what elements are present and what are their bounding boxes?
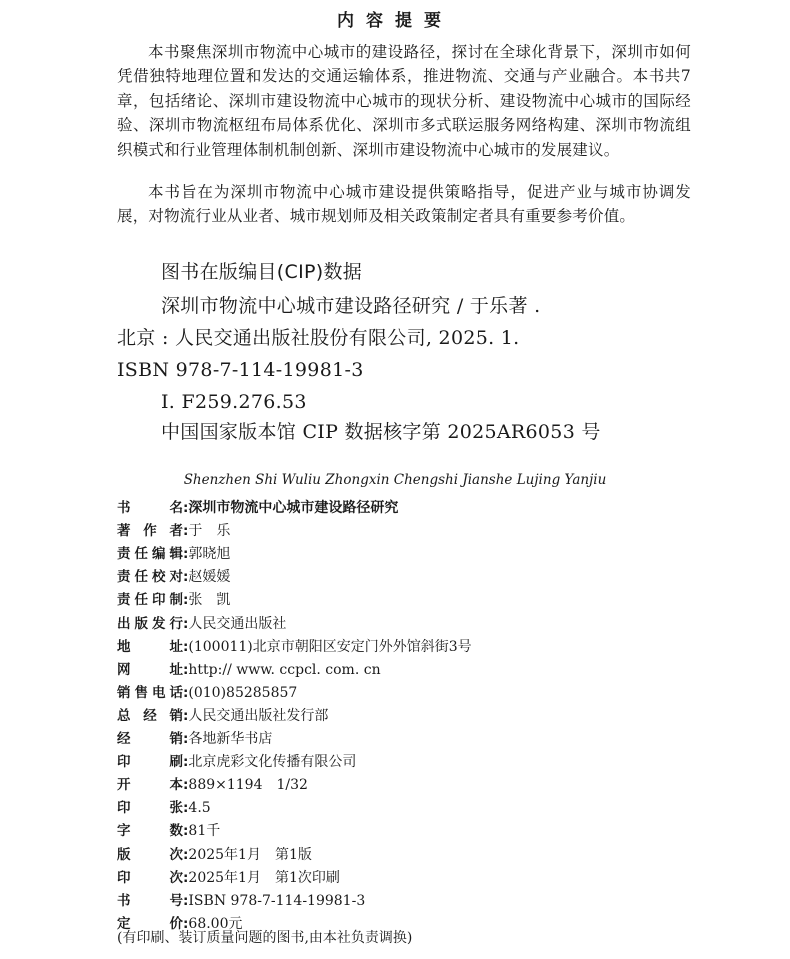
colophon-colon: : xyxy=(183,546,189,563)
colophon-label: 责任编辑 xyxy=(117,546,183,563)
colophon-row xyxy=(117,820,220,843)
colophon-row xyxy=(117,497,398,520)
colophon-value: 68.00元 xyxy=(188,915,243,932)
colophon-value: 2025年1月 第1次印刷 xyxy=(188,869,340,886)
colophon-value: 赵媛媛 xyxy=(188,569,231,586)
colophon-row xyxy=(117,543,230,566)
colophon-colon: : xyxy=(183,661,189,678)
colophon-label: 字数 xyxy=(117,823,183,840)
cip-classification-line: Ⅰ. F259.276.53 xyxy=(161,391,307,413)
colophon-colon: : xyxy=(183,592,189,609)
colophon-colon: : xyxy=(183,731,189,747)
colophon-value: 北京虎彩文化传播有限公司 xyxy=(188,754,357,771)
colophon-label: 出版发行 xyxy=(117,615,183,632)
colophon-colon: : xyxy=(183,823,189,840)
cip-heading: 图书在版编目(CIP)数据 xyxy=(161,261,363,283)
colophon-row xyxy=(117,774,308,797)
colophon-row xyxy=(117,566,230,589)
colophon-colon: : xyxy=(183,915,189,932)
quality-notice: (有印刷、装订质量问题的图书,由本社负责调换) xyxy=(117,930,413,946)
colophon-colon: : xyxy=(183,892,189,909)
colophon-row xyxy=(117,890,365,913)
colophon-colon: : xyxy=(183,569,189,586)
colophon-colon: : xyxy=(183,638,189,655)
colophon-value: ISBN 978-7-114-19981-3 xyxy=(188,892,366,909)
colophon-label: 印次 xyxy=(117,869,183,886)
colophon-row xyxy=(117,682,297,705)
cip-isbn-line: ISBN 978-7-114-19981-3 xyxy=(117,359,364,381)
colophon-colon: : xyxy=(183,869,189,886)
colophon-row xyxy=(117,797,211,820)
colophon-row xyxy=(117,520,230,543)
colophon-label: 开本 xyxy=(117,777,183,794)
colophon-value: 张 凯 xyxy=(188,592,231,609)
colophon-label: 责任校对 xyxy=(117,569,183,586)
colophon-label: 印张 xyxy=(117,800,183,817)
colophon-row xyxy=(117,613,286,636)
colophon-label: 销售电话 xyxy=(117,684,183,701)
colophon-value: (010)85285857 xyxy=(188,684,298,701)
colophon-value: (100011)北京市朝阳区安定门外外馆斜街3号 xyxy=(188,638,472,655)
colophon-row xyxy=(117,659,381,682)
colophon-value: 人民交通出版社发行部 xyxy=(188,707,329,724)
colophon-colon: : xyxy=(183,777,189,794)
colophon-row xyxy=(117,728,272,751)
colophon-row xyxy=(117,844,312,867)
colophon-row xyxy=(117,751,356,774)
colophon-value: 各地新华书店 xyxy=(188,731,273,747)
colophon-label: 书号 xyxy=(117,892,183,909)
summary-paragraph-2: 本书旨在为深圳市物流中心城市建设提供策略指导，促进产业与城市协调发展，对物流行业从业者、城市规划师及相关政策制定者具有重要参考价值。 xyxy=(117,183,691,226)
colophon-row xyxy=(117,705,328,728)
cip-record-line: 中国国家版本馆 CIP 数据核字第 2025AR6053 号 xyxy=(161,421,601,443)
colophon-colon: : xyxy=(183,500,189,516)
colophon-row xyxy=(117,636,472,659)
colophon-colon: : xyxy=(183,684,189,701)
colophon-row xyxy=(117,589,230,612)
colophon-value: 深圳市物流中心城市建设路径研究 xyxy=(188,500,399,516)
colophon-label: 定价 xyxy=(117,915,183,932)
colophon-colon: : xyxy=(183,707,189,724)
colophon-value: 4.5 xyxy=(188,800,211,817)
colophon-colon: : xyxy=(183,846,189,863)
summary-paragraph-1: 本书聚焦深圳市物流中心城市的建设路径，探讨在全球化背景下，深圳市如何凭借独特地理位置和发达的交通运输体系，推进物流、交通与产业融合。本书共7章，包括绪论、深圳市建设物流中心城市的现状分析、建设物流中心城市的国际经验、深圳市物流枢纽布局体系优化、深圳市多式联运服务网络构建、深圳市物流组织模式和行业管理体制机制创新、深圳市建设物流中心城市的发展建议。 xyxy=(117,43,691,159)
pinyin-title: Shenzhen Shi Wuliu Zhongxin Chengshi Jianshe Lujing Yanjiu xyxy=(183,472,607,488)
cip-publisher-line: 北京 : 人民交通出版社股份有限公司, 2025. 1. xyxy=(117,327,520,349)
colophon-value: 81千 xyxy=(188,823,221,840)
colophon-label: 经销 xyxy=(117,731,183,747)
colophon-label: 责任印制 xyxy=(117,592,183,609)
colophon-label: 版次 xyxy=(117,846,183,863)
colophon-label: 地址 xyxy=(117,638,183,655)
colophon-label: 网址 xyxy=(117,661,183,678)
colophon-value: 郭晓旭 xyxy=(188,546,231,563)
colophon-value: http:// www. ccpcl. com. cn xyxy=(188,661,381,678)
summary-title: 内容提要 xyxy=(337,11,453,31)
colophon-row xyxy=(117,867,340,890)
colophon-label: 书名 xyxy=(117,500,183,516)
colophon-label: 著作者 xyxy=(117,523,183,540)
colophon-label: 印刷 xyxy=(117,754,183,771)
colophon-colon: : xyxy=(183,800,189,817)
colophon-value: 889×1194 1/32 xyxy=(188,777,308,794)
colophon-colon: : xyxy=(183,523,189,540)
colophon-label: 总经销 xyxy=(117,707,183,724)
colophon-colon: : xyxy=(183,615,189,632)
colophon-colon: : xyxy=(183,754,189,771)
cip-title-line: 深圳市物流中心城市建设路径研究 / 于乐著 . xyxy=(161,295,541,317)
colophon-value: 人民交通出版社 xyxy=(188,615,287,632)
colophon-value: 2025年1月 第1版 xyxy=(188,846,312,863)
colophon-value: 于 乐 xyxy=(188,523,231,540)
